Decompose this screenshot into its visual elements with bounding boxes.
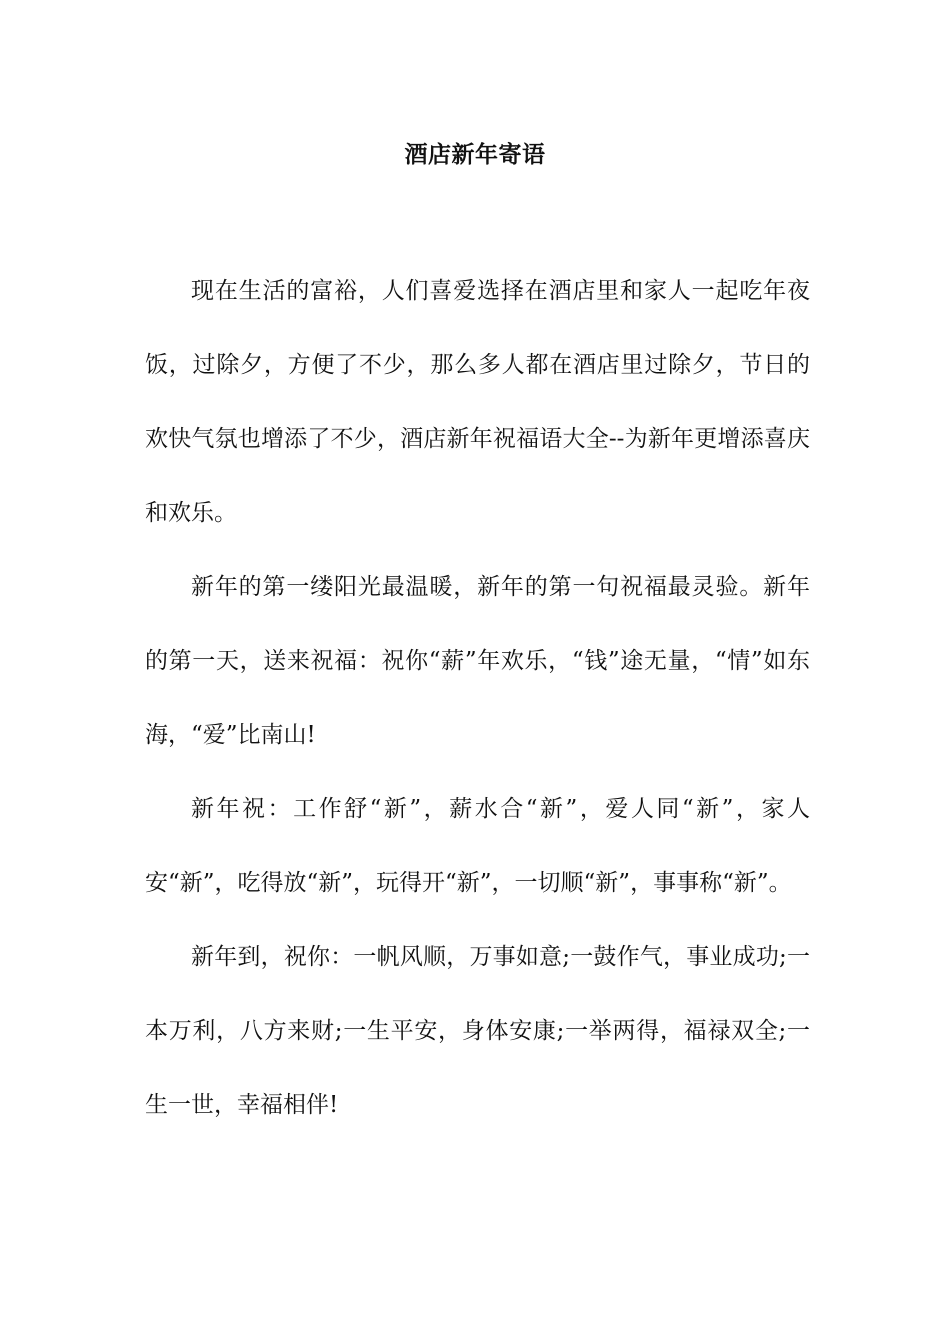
paragraph: 新年祝：工作舒“新”，薪水合“新”，爱人同“新”，家人安“新”，吃得放“新”，玩得开“新”，一切顺“新”，事事称“新”。 — [145, 796, 810, 896]
document-title: 酒店新年寄语 — [404, 141, 546, 168]
paragraph: 新年到，祝你：一帆风顺，万事如意;一鼓作气，事业成功;一本万利，八方来财;一生平安，身体安康;一举两得，福禄双全;一生一世，幸福相伴! — [145, 944, 810, 1118]
paragraph: 现在生活的富裕，人们喜爱选择在酒店里和家人一起吃年夜饭，过除夕，方便了不少，那么多人都在酒店里过除夕，节日的欢快气氛也增添了不少，酒店新年祝福语大全--为新年更增添喜庆和欢乐。 — [145, 278, 810, 526]
paragraph: 新年的第一缕阳光最温暖，新年的第一句祝福最灵验。新年的第一天，送来祝福：祝你“薪”年欢乐，“钱”途无量，“情”如东海，“爱”比南山! — [145, 574, 810, 748]
document-body — [145, 254, 810, 1142]
